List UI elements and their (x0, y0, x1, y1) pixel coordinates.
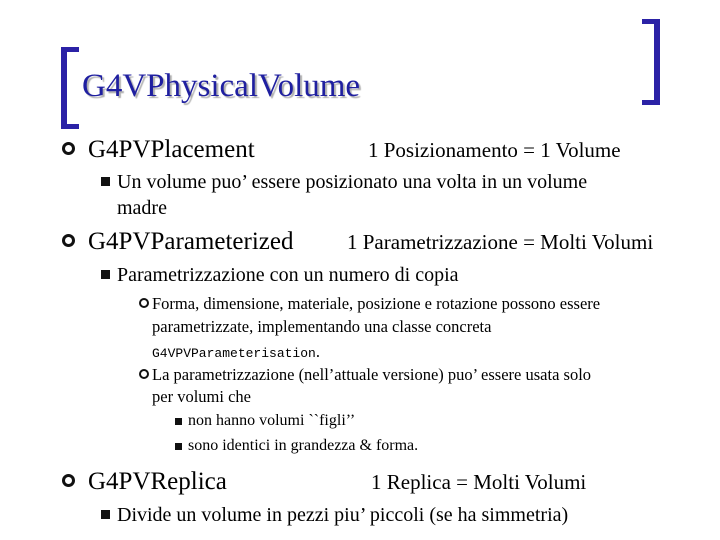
ring-bullet-icon (62, 142, 75, 155)
square-bullet-icon (101, 510, 110, 519)
square-bullet-icon (101, 270, 110, 279)
section-relation: 1 Parametrizzazione = Molti Volumi (347, 230, 654, 254)
section-relation: 1 Posizionamento = 1 Volume (368, 138, 621, 162)
subpoint-text: Forma, dimensione, materiale, posizione e rotazione possono essere (152, 294, 601, 313)
ring-bullet-icon (139, 298, 149, 308)
list-item: non hanno volumi ``figli’’ (188, 412, 356, 429)
subpoint-text-continuation: parametrizzate, implementando una classe concreta (152, 317, 492, 336)
point-text-continuation: madre (117, 197, 167, 219)
section-relation: 1 Replica = Molti Volumi (371, 470, 587, 494)
section-heading: G4PVPlacement (88, 136, 255, 163)
slide-title: G4VPhysicalVolume (82, 68, 361, 104)
ring-bullet-icon (139, 369, 149, 379)
list-item: sono identici in grandezza & forma. (188, 437, 419, 454)
square-bullet-icon (101, 177, 110, 186)
class-name-line (152, 342, 320, 362)
section-heading: G4PVReplica (88, 468, 227, 495)
ring-bullet-icon (62, 234, 75, 247)
class-name-code: G4VPVParameterisation (152, 346, 316, 361)
square-bullet-icon (175, 418, 182, 425)
point-text: Divide un volume in pezzi piu’ piccoli (se ha simmetria) (117, 504, 569, 526)
square-bullet-icon (175, 443, 182, 450)
ring-bullet-icon (62, 474, 75, 487)
subpoint-text-continuation: per volumi che (152, 387, 251, 406)
point-text: Parametrizzazione con un numero di copia (117, 264, 459, 286)
point-text: Un volume puo’ essere posizionato una volta in un volume (117, 171, 588, 193)
class-name-suffix: . (315, 342, 320, 361)
section-heading: G4PVParameterized (88, 228, 294, 255)
subpoint-text: La parametrizzazione (nell’attuale versione) puo’ essere usata solo (152, 365, 592, 384)
